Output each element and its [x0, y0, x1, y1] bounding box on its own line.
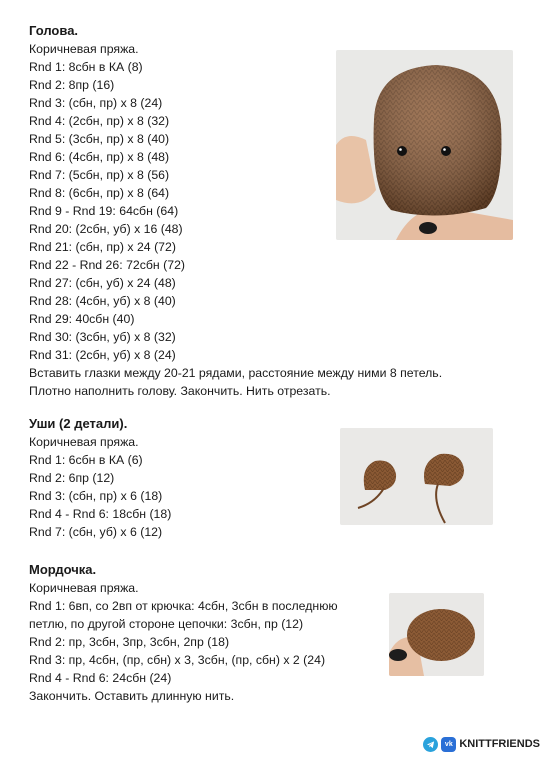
- instruction-line: Rnd 3: (сбн, пр) х 6 (18): [29, 489, 163, 503]
- instruction-line: Rnd 1: 6сбн в КА (6): [29, 453, 143, 467]
- instruction-line: Rnd 20: (2сбн, уб) х 16 (48): [29, 222, 183, 236]
- instruction-line: Rnd 1: 8сбн в КА (8): [29, 60, 143, 74]
- instruction-line: Rnd 29: 40сбн (40): [29, 312, 135, 326]
- instruction-line: Rnd 4: (2сбн, пр) х 8 (32): [29, 114, 170, 128]
- muzzle-instructions: [29, 579, 369, 705]
- instruction-line: Rnd 7: (сбн, уб) х 6 (12): [29, 525, 163, 539]
- instruction-line: Rnd 9 - Rnd 19: 64сбн (64): [29, 204, 179, 218]
- footer-brand-text: KNITTFRIENDS: [459, 738, 540, 750]
- instruction-line: Плотно наполнить голову. Закончить. Нить отрезать.: [29, 384, 331, 398]
- section-title-head: Голова.: [29, 23, 79, 38]
- instruction-line: Коричневая пряжа.: [29, 42, 139, 56]
- photo-knitted-head: [336, 50, 513, 240]
- instruction-line: Rnd 21: (сбн, пр) х 24 (72): [29, 240, 176, 254]
- footer-branding: [423, 735, 540, 753]
- section-title-muzzle: Мордочка.: [29, 562, 97, 577]
- instruction-line: Rnd 4 - Rnd 6: 24сбн (24): [29, 671, 172, 685]
- instruction-line: Закончить. Оставить длинную нить.: [29, 689, 235, 703]
- instruction-line: Rnd 8: (6сбн, пр) х 8 (64): [29, 186, 170, 200]
- instruction-line: Вставить глазки между 20-21 рядами, расстояние между ними 8 петель.: [29, 366, 443, 380]
- photo-knitted-muzzle: [389, 593, 484, 676]
- ears-instructions: [29, 433, 171, 541]
- instruction-line: Rnd 3: (сбн, пр) х 8 (24): [29, 96, 163, 110]
- instruction-line: Коричневая пряжа.: [29, 435, 139, 449]
- instruction-line: Rnd 5: (3сбн, пр) х 8 (40): [29, 132, 170, 146]
- telegram-icon[interactable]: [423, 737, 438, 752]
- instruction-line: Rnd 3: пр, 4сбн, (пр, сбн) х 3, 3сбн, (пр, сбн) х 2 (24): [29, 653, 326, 667]
- section-ears: [29, 415, 171, 541]
- photo-knitted-ears: [340, 428, 493, 525]
- instruction-line: Rnd 28: (4сбн, уб) х 8 (40): [29, 294, 176, 308]
- instruction-line: Rnd 1: 6вп, со 2вп от крючка: 4сбн, 3сбн в последнюю петлю, по другой стороне цепочки: 3сбн, пр (12): [29, 599, 338, 631]
- instruction-line: Rnd 22 - Rnd 26: 72сбн (72): [29, 258, 186, 272]
- instruction-line: Rnd 2: 6пр (12): [29, 471, 115, 485]
- instruction-line: Rnd 4 - Rnd 6: 18сбн (18): [29, 507, 172, 521]
- instruction-line: Rnd 2: 8пр (16): [29, 78, 115, 92]
- section-title-ears: Уши (2 детали).: [29, 416, 128, 431]
- instruction-line: Rnd 6: (4сбн, пр) х 8 (48): [29, 150, 170, 164]
- vk-icon[interactable]: vk: [441, 737, 456, 752]
- instruction-line: Rnd 7: (5сбн, пр) х 8 (56): [29, 168, 170, 182]
- instruction-line: Rnd 27: (сбн, уб) х 24 (48): [29, 276, 176, 290]
- instruction-line: Коричневая пряжа.: [29, 581, 139, 595]
- instruction-line: Rnd 30: (3сбн, уб) х 8 (32): [29, 330, 176, 344]
- instruction-line: Rnd 2: пр, 3сбн, 3пр, 3сбн, 2пр (18): [29, 635, 230, 649]
- section-muzzle: [29, 561, 369, 705]
- instruction-line: Rnd 31: (2сбн, уб) х 8 (24): [29, 348, 176, 362]
